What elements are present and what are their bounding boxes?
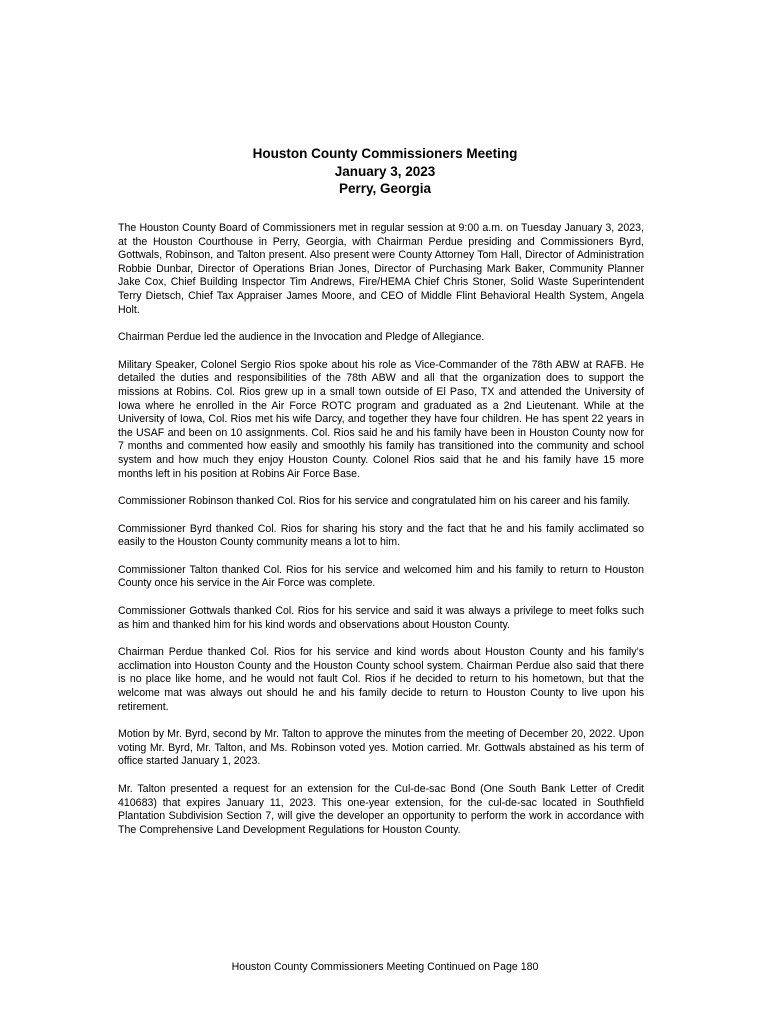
paragraph-bond-extension: Mr. Talton presented a request for an extension for the Cul-de-sac Bond (One South Bank Letter of Credit 410683) that expires January 11, 2023. This one-year extension, for the cul-de-sac located in Southfield Plantation Subdivision Section 7, will give the developer an opportunity to perform the work in accordance with The Comprehensive Land Development Regulations for Houston County. [118,783,644,836]
paragraph-gottwals: Commissioner Gottwals thanked Col. Rios for his service and said it was always a privilege to meet folks such as him and thanked him for his kind words and observations about Houston County. [118,605,644,631]
page-footer: Houston County Commissioners Meeting Continued on Page 180 [231,961,539,973]
title-line-date: January 3, 2023 [334,163,436,179]
document-body [118,222,644,851]
paragraph-talton: Commissioner Talton thanked Col. Rios for his service and welcomed him and his family to return to Houston County once his service in the Air Force was complete. [118,563,644,590]
paragraph-perdue: Chairman Perdue thanked Col. Rios for his service and kind words about Houston County and his family’s acclimation into Houston County and the Houston County school system. Chairman Perdue also said that there is no place like home, and he would not fault Col. Rios if he decided to return to his hometown, but that the welcome mat was always out should he and his family decide to return to Houston County to live upon his retirement. [118,646,644,713]
paragraph-robinson: Commissioner Robinson thanked Col. Rios for his service and congratulated him on his career and his family. [118,495,631,508]
title-line-location: Perry, Georgia [338,181,432,196]
paragraph-attendance: The Houston County Board of Commissioners met in regular session at 9:00 a.m. on Tuesday January 3, 2023, at the Houston Courthouse in Perry, Georgia, with Chairman Perdue presiding and Commissioners Byrd, Gottwals, Robinson, and Talton present. Also present were County Attorney Tom Hall, Director of Administration Robbie Dunbar, Director of Operations Brian Jones, Director of Purchasing Mark Baker, Community Planner Jake Cox, Chief Building Inspector Tim Andrews, Fire/HEMA Chief Chris Stoner, Solid Waste Superintendent Terry Dietsch, Chief Tax Appraiser James Moore, and CEO of Middle Flint Behavioral Health System, Angela Holt. [118,222,644,316]
document-title [0,145,770,198]
paragraph-byrd: Commissioner Byrd thanked Col. Rios for sharing his story and the fact that he and his family acclimated so easily to the Houston County community means a lot to him. [118,522,644,549]
paragraph-invocation: Chairman Perdue led the audience in the Invocation and Pledge of Allegiance. [118,331,485,344]
title-line-meeting: Houston County Commissioners Meeting [252,146,518,161]
paragraph-military-speaker: Military Speaker, Colonel Sergio Rios spoke about his role as Vice-Commander of the 78th ABW at RAFB. He detailed the duties and responsibilities of the 78th ABW and all that the organization does to support the missions at Robins. Col. Rios grew up in a small town outside of El Paso, TX and attended the University of Iowa where he enrolled in the Air Force ROTC program and graduated as a 2nd Lieutenant. While at the University of Iowa, Col. Rios met his wife Darcy, and together they have four children. He has spent 22 years in the USAF and been on 10 assignments. Col. Rios said he and his family have been in Houston County now for 7 months and commented how easily and smoothly his family has transitioned into the community and school system and how much they enjoy Houston County. Colonel Rios said that he and his family have 15 more months left in his position at Robins Air Force Base. [118,358,644,480]
paragraph-minutes-motion: Motion by Mr. Byrd, second by Mr. Talton to approve the minutes from the meeting of December 20, 2022. Upon voting Mr. Byrd, Mr. Talton, and Ms. Robinson voted yes. Motion carried. Mr. Gottwals abstained as his term of office started January 1, 2023. [118,728,644,768]
